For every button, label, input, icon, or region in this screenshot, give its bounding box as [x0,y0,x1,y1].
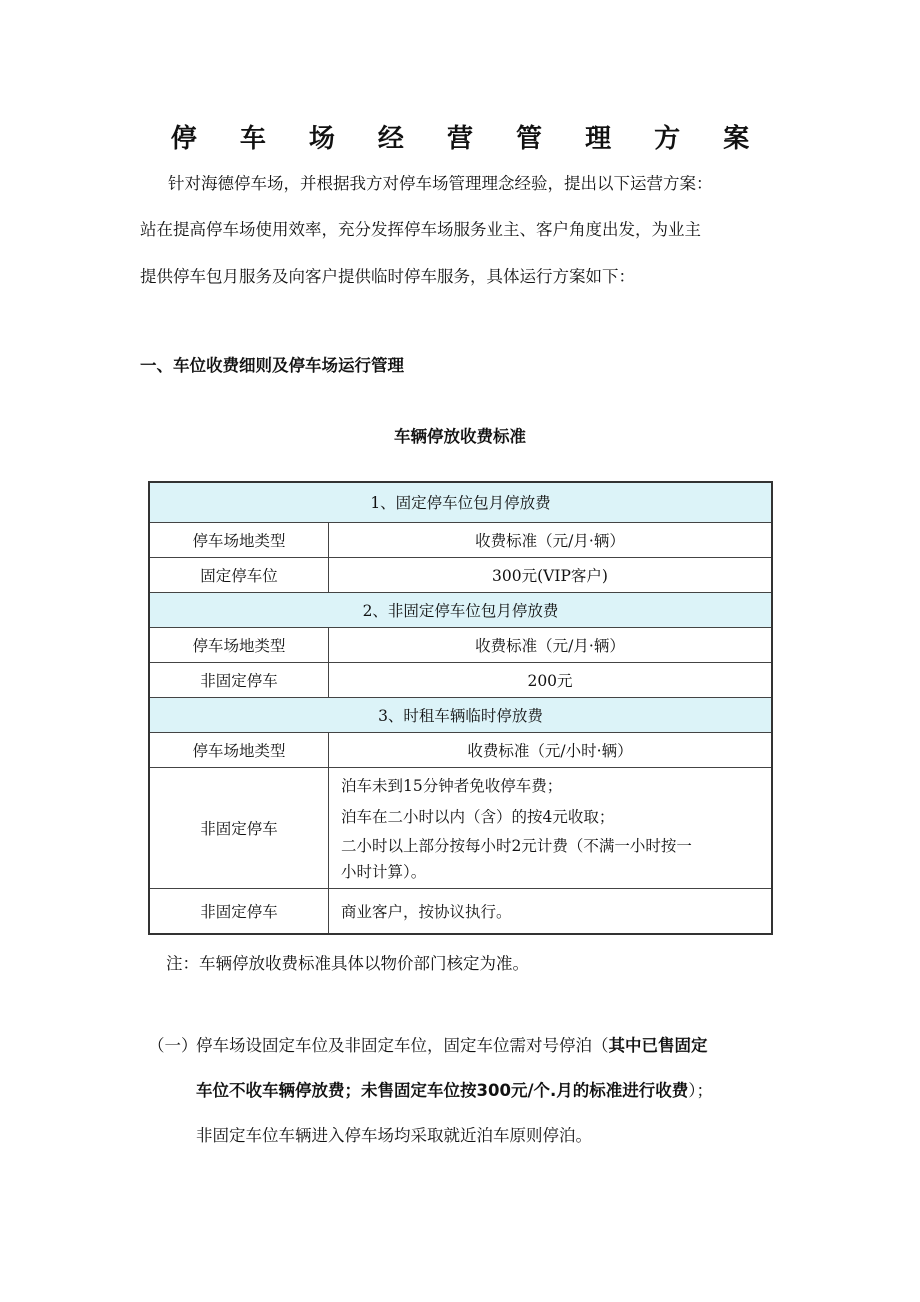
table-band-row [149,697,772,732]
rule-line: 泊车在二小时以内（含）的按4元收取； [341,807,615,826]
band-title: 3、时租车辆临时停放费 [149,697,772,732]
rule-line: 小时计算）。 [341,862,427,881]
table-caption: 车辆停放收费标准 [394,427,526,446]
table-row [149,557,772,592]
table-row [149,767,772,888]
fee-standard-table [148,481,773,935]
item-text: ）； [688,1081,713,1100]
table-row [149,662,772,697]
table-cell: 非固定停车 [149,662,329,697]
header-cell: 收费标准（元/小时·辆） [329,732,773,767]
header-cell: 收费标准（元/月·辆） [329,627,773,662]
item-text: 停车场设固定车位及非固定车位，固定车位需对号停泊（ [196,1036,609,1055]
band-title: 2、非固定停车位包月停放费 [149,592,772,627]
intro-line-2: 站在提高停车场使用效率，充分发挥停车场服务业主、客户角度出发，为业主 [140,220,701,239]
table-row [149,888,772,934]
intro-line-1: 针对海德停车场，并根据我方对停车场管理理念经验，提出以下运营方案： [168,174,713,193]
section-heading: 一、车位收费细则及停车场运行管理 [140,356,404,375]
band-title: 1、固定停车位包月停放费 [149,482,772,522]
table-cell: 非固定停车 [149,888,329,934]
table-header-row [149,627,772,662]
header-cell: 停车场地类型 [149,627,329,662]
item-line-3: 非固定车位车辆进入停车场均采取就近泊车原则停泊。 [196,1126,592,1145]
rule-line: 泊车未到15分钟者免收停车费； [341,776,563,795]
intro-line-3: 提供停车包月服务及向客户提供临时停车服务，具体运行方案如下： [140,267,635,286]
document-title: 停 车 场 经 营 管 理 方 案 [170,124,767,154]
table-cell: 非固定停车 [149,767,329,888]
item-bold-text: 其中已售固定 [608,1036,708,1055]
table-header-row [149,522,772,557]
item-line-2 [196,1077,713,1101]
table-cell: 固定停车位 [149,557,329,592]
item-bold-text: 车位不收车辆停放费；未售固定车位按300元/个.月的标准进行收费 [196,1081,689,1100]
header-cell: 停车场地类型 [149,732,329,767]
table-band-row [149,482,772,522]
item-line-1 [196,1032,708,1056]
table-note: 注：车辆停放收费标准具体以物价部门核定为准。 [166,954,529,973]
list-marker: （一） [148,1036,198,1055]
header-cell: 收费标准（元/月·辆） [329,522,773,557]
table-cell: 商业客户，按协议执行。 [329,888,773,934]
table-band-row [149,592,772,627]
table-cell: 300元(VIP客户) [329,557,773,592]
table-cell: 200元 [329,662,773,697]
table-header-row [149,732,772,767]
header-cell: 停车场地类型 [149,522,329,557]
hourly-rules-cell [329,767,773,888]
rule-line: 二小时以上部分按每小时2元计费（不满一小时按一 [341,836,692,855]
